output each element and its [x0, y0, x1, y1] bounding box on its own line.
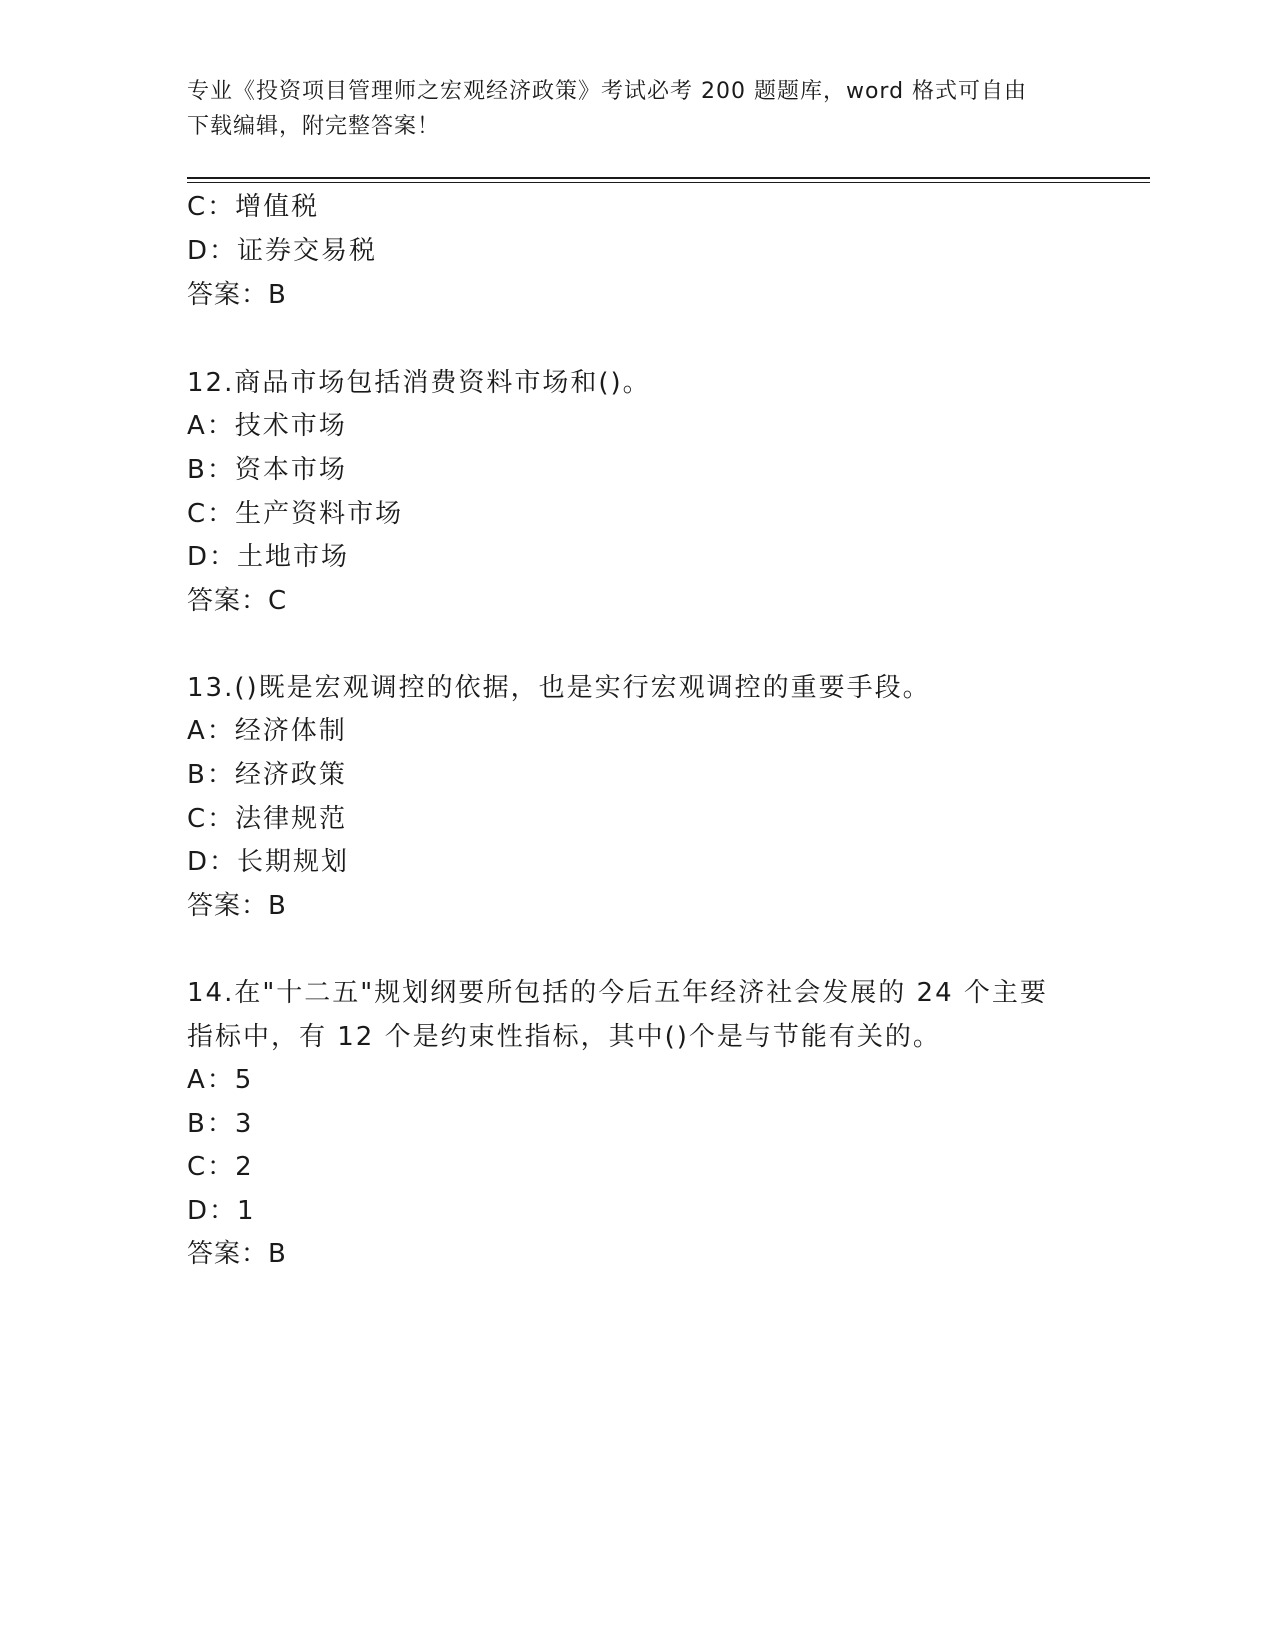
- question-13-text: 13.()既是宏观调控的依据，也是实行宏观调控的重要手段。: [187, 673, 931, 703]
- header-divider-thin: [187, 182, 1150, 183]
- question-13-option-b: B：经济政策: [187, 760, 347, 790]
- question-14-option-a: A：5: [187, 1065, 254, 1095]
- question-11-answer: 答案：B: [187, 280, 287, 310]
- header-divider-thick: [187, 177, 1150, 179]
- question-14-answer: 答案：B: [187, 1239, 287, 1269]
- question-12-option-c: C：生产资料市场: [187, 499, 404, 529]
- question-14-option-b: B：3: [187, 1109, 254, 1139]
- question-13-answer: 答案：B: [187, 891, 287, 921]
- question-14-text-line-1: 14.在"十二五"规划纲要所包括的今后五年经济社会发展的 24 个主要: [187, 978, 1048, 1008]
- question-11-option-c: C：增值税: [187, 192, 320, 222]
- question-14-option-c: C：2: [187, 1152, 254, 1182]
- question-13-option-a: A：经济体制: [187, 716, 347, 746]
- document-header: [187, 74, 1087, 144]
- question-12-option-d: D：土地市场: [187, 542, 350, 572]
- question-12-text: 12.商品市场包括消费资料市场和()。: [187, 368, 651, 398]
- question-14-text-line-2: 指标中，有 12 个是约束性指标，其中()个是与节能有关的。: [187, 1022, 941, 1052]
- question-12-option-a: A：技术市场: [187, 411, 347, 441]
- question-12-answer: 答案：C: [187, 586, 288, 616]
- question-12-option-b: B：资本市场: [187, 455, 347, 485]
- question-11-option-d: D：证券交易税: [187, 236, 378, 266]
- question-14-option-d: D：1: [187, 1196, 256, 1226]
- question-13-option-d: D：长期规划: [187, 847, 350, 877]
- header-line-2: 下载编辑，附完整答案！: [187, 114, 441, 139]
- header-line-1: 专业《投资项目管理师之宏观经济政策》考试必考 200 题题库，word 格式可自由: [187, 79, 1028, 104]
- question-13-option-c: C：法律规范: [187, 804, 348, 834]
